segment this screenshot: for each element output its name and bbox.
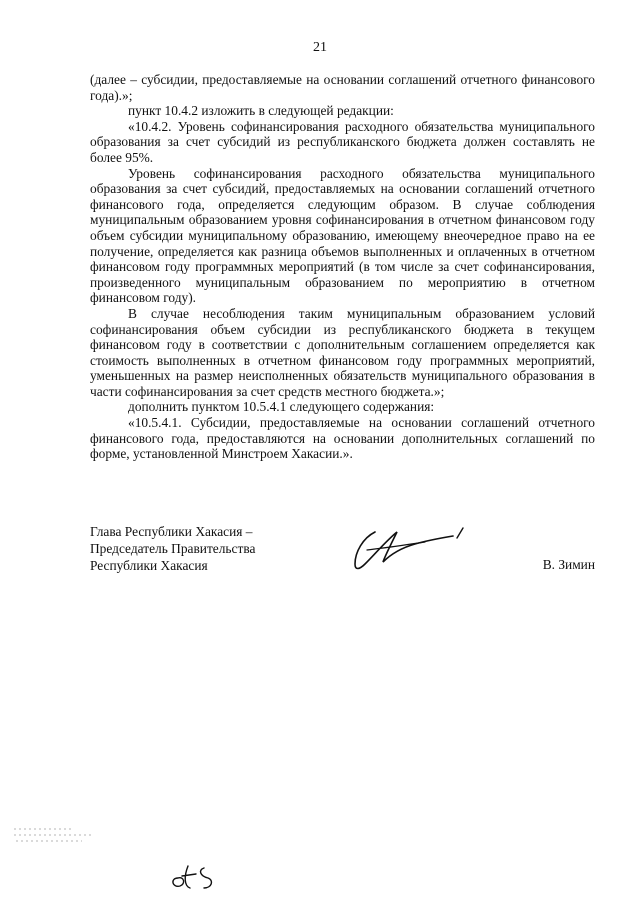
handwritten-signature-icon — [345, 518, 475, 583]
paragraph-6: дополнить пунктом 10.5.4.1 следующего содержания: — [128, 399, 435, 415]
paragraph-2: пункт 10.4.2 изложить в следующей редакции: — [128, 103, 394, 119]
paragraph-3: «10.4.2. Уровень софинансирования расходного обязательства муниципального образования за счет субсидий из республиканского бюджета должен составлять не более 95%. — [90, 118, 595, 165]
faint-stamp-marks — [12, 826, 122, 851]
page-number: 21 — [313, 40, 327, 55]
handwritten-mark-icon — [168, 858, 228, 899]
signatory-title — [90, 523, 255, 574]
paragraph-7: «10.5.4.1. Субсидии, предоставляемые на основании соглашений отчетного финансового года, предоставляются на основании дополнительных соглашений по форме, установленной Минстроем Хакасии.». — [90, 415, 595, 462]
paragraph-5: В случае несоблюдения таким муниципальным образованием условий софинансирования объем субсидии из республиканского бюджета в текущем финансовом году в соответствии с дополнительным соглашением определяется как стоимость выполненных в отчетном финансовом году программных мероприятий, уменьшенных на размер неисполненных обязательств муниципального образования в части софинансирования за счет средств местного бюджета.»; — [90, 305, 595, 399]
signer-name: В. Зимин — [542, 557, 595, 572]
paragraph-1: (далее – субсидии, предоставляемые на основании соглашений отчетного финансового года).»; — [90, 72, 595, 103]
signatory-title-line-1: Глава Республики Хакасия – — [90, 524, 253, 539]
paragraph-4: Уровень софинансирования расходного обязательства муниципального образования за счет субсидий, предоставляемых на основании соглашений отчетного финансового года, определяется следующим образом. В случае соблюдения муниципальным образованием уровня софинансирования в отчетном финансовом году объем субсидии муниципальному образованию, имеющему внеочередное право на ее получение, определяется как разница объемов выполненных и оплаченных в отчетном финансовом году программных мероприятий (в том числе за счет софинансирования, произведенного муниципальным образованием по мероприятию в отчетном финансовом году). — [90, 165, 595, 306]
signatory-title-line-3: Республики Хакасия — [90, 558, 208, 573]
signatory-title-line-2: Председатель Правительства — [90, 541, 256, 556]
document-body — [90, 72, 595, 462]
